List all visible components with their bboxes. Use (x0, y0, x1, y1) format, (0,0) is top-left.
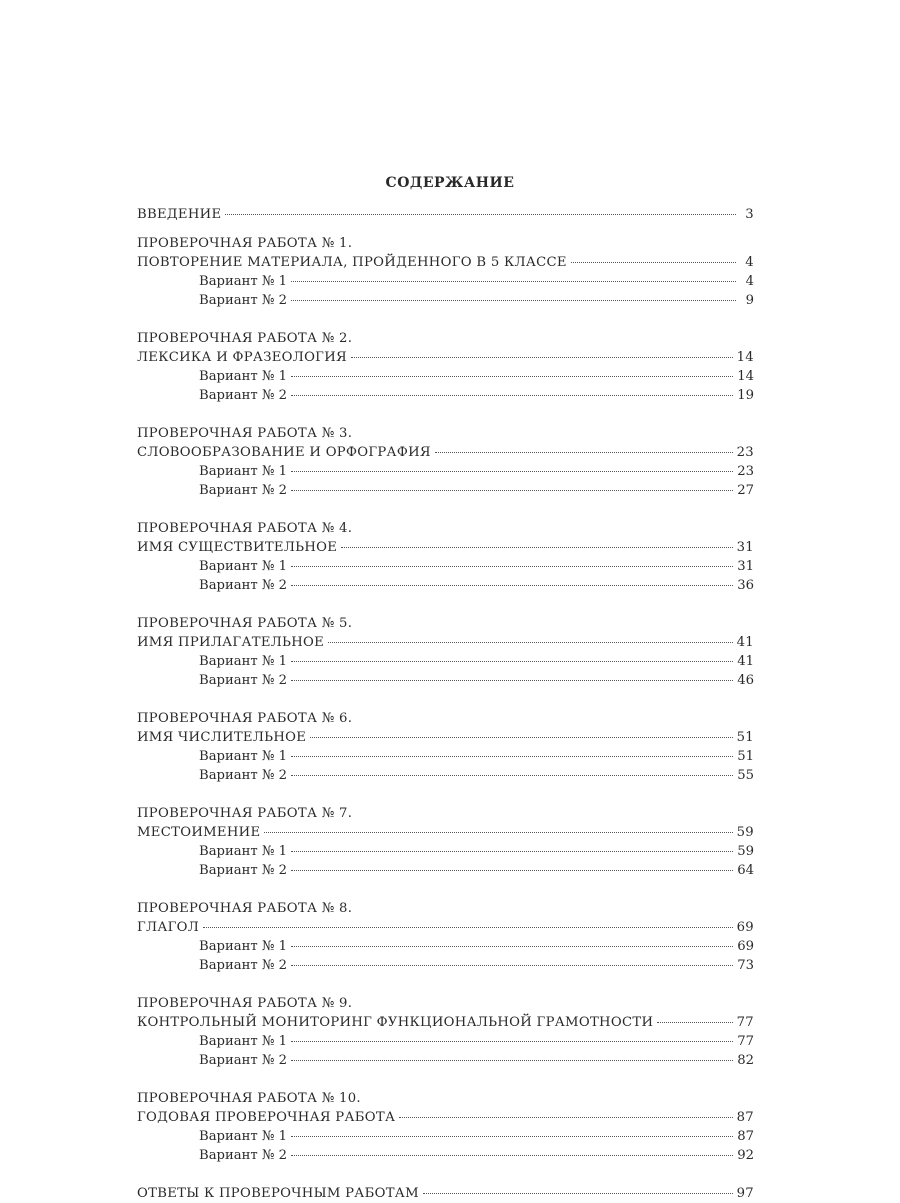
dot-leader (291, 870, 733, 871)
toc-page-number: 14 (736, 350, 754, 365)
toc-entry-variant (137, 1051, 754, 1070)
toc-page-number: 36 (737, 578, 754, 593)
toc-page-number: 4 (745, 255, 754, 270)
toc-section-heading: ПРОВЕРОЧНАЯ РАБОТА № 4. (137, 521, 353, 536)
toc-section (137, 519, 754, 595)
toc-page-number: 97 (736, 1186, 754, 1201)
toc-entry-topic (137, 728, 754, 747)
toc-section-heading: ПРОВЕРОЧНАЯ РАБОТА № 5. (137, 616, 353, 631)
toc-entry-label: Вариант № 2 (199, 1148, 287, 1163)
toc-entry-variant (137, 481, 754, 500)
toc-entry-label: Вариант № 2 (199, 768, 287, 783)
toc-page-number: 23 (736, 445, 754, 460)
toc-section (137, 899, 754, 975)
dot-leader (657, 1022, 732, 1023)
toc-entry-variant (137, 557, 754, 576)
dot-leader (291, 775, 733, 776)
toc-section (137, 1089, 754, 1165)
toc-entry-label: Вариант № 1 (199, 939, 287, 954)
toc-entry-label: ГОДОВАЯ ПРОВЕРОЧНАЯ РАБОТА (137, 1110, 396, 1125)
toc-entry-topic (137, 348, 754, 367)
toc-page-number: 69 (737, 939, 754, 954)
toc-page-number: 87 (736, 1110, 754, 1125)
toc-entry-label: ИМЯ СУЩЕСТВИТЕЛЬНОЕ (137, 540, 338, 555)
toc-page-number: 77 (737, 1034, 754, 1049)
dot-leader (341, 547, 732, 548)
toc-entry-variant (137, 367, 754, 386)
toc-title: СОДЕРЖАНИЕ (385, 175, 515, 191)
dot-leader (291, 1041, 733, 1042)
toc-section-heading: ПРОВЕРОЧНАЯ РАБОТА № 3. (137, 426, 353, 441)
toc-entry-variant (137, 747, 754, 766)
dot-leader (399, 1117, 732, 1118)
toc-entry-label: Вариант № 2 (199, 293, 287, 308)
toc-entry-label: ГЛАГОЛ (137, 920, 200, 935)
dot-leader (291, 1155, 733, 1156)
toc-entry-topic (137, 443, 754, 462)
dot-leader (291, 376, 733, 377)
toc-entry-variant (137, 576, 754, 595)
toc-page-number: 55 (737, 768, 754, 783)
toc-section (137, 709, 754, 785)
toc-entry-variant (137, 1127, 754, 1146)
toc-page-number: 64 (737, 863, 754, 878)
toc-entry-label: Вариант № 2 (199, 483, 287, 498)
dot-leader (291, 756, 733, 757)
toc-page-number: 51 (737, 749, 754, 764)
dot-leader (291, 680, 733, 681)
toc-entry-label: Вариант № 1 (199, 1129, 287, 1144)
toc-entry-label: КОНТРОЛЬНЫЙ МОНИТОРИНГ ФУНКЦИОНАЛЬНОЙ ГРАМОТНОСТИ (137, 1015, 654, 1030)
toc-entry-label: Вариант № 1 (199, 749, 287, 764)
toc-section (137, 329, 754, 405)
toc-section-heading: ПРОВЕРОЧНАЯ РАБОТА № 9. (137, 996, 353, 1011)
toc-entry-label: МЕСТОИМЕНИЕ (137, 825, 261, 840)
toc-page-number: 23 (737, 464, 754, 479)
toc-entry-variant (137, 272, 754, 291)
toc-entry-label: Вариант № 2 (199, 388, 287, 403)
toc-entry-variant (137, 766, 754, 785)
toc-entry-topic (137, 1108, 754, 1127)
toc-section (137, 614, 754, 690)
toc-entry-topic (137, 253, 754, 272)
toc-entry-label: Вариант № 1 (199, 654, 287, 669)
dot-leader (225, 214, 736, 215)
toc-page-number: 92 (737, 1148, 754, 1163)
toc-entry-label: ИМЯ ПРИЛАГАТЕЛЬНОЕ (137, 635, 325, 650)
toc-entry-label: Вариант № 2 (199, 578, 287, 593)
toc-section (137, 994, 754, 1070)
toc-page-number: 9 (745, 293, 754, 308)
toc-entry-variant (137, 861, 754, 880)
toc-page-number: 3 (745, 207, 754, 222)
dot-leader (423, 1193, 733, 1194)
toc-entry-label: Вариант № 2 (199, 1053, 287, 1068)
toc-page-number: 14 (737, 369, 754, 384)
toc-section (137, 424, 754, 500)
dot-leader (310, 737, 732, 738)
dot-leader (435, 452, 733, 453)
dot-leader (351, 357, 733, 358)
toc-entry-variant (137, 956, 754, 975)
toc-entry-label: СЛОВООБРАЗОВАНИЕ И ОРФОГРАФИЯ (137, 445, 431, 460)
toc-entry-variant (137, 652, 754, 671)
toc-entry-topic (137, 538, 754, 557)
dot-leader (291, 1060, 733, 1061)
toc-section-heading: ПРОВЕРОЧНАЯ РАБОТА № 1. (137, 236, 353, 251)
dot-leader (291, 490, 733, 491)
dot-leader (291, 395, 733, 396)
toc-page-number: 69 (736, 920, 754, 935)
dot-leader (291, 946, 733, 947)
toc-entry-answers (137, 1184, 754, 1203)
toc-entry-variant (137, 291, 754, 310)
toc-entry-label: ЛЕКСИКА И ФРАЗЕОЛОГИЯ (137, 350, 347, 365)
toc-entry-label: Вариант № 1 (199, 844, 287, 859)
toc-entry-variant (137, 462, 754, 481)
toc-entry-label: Вариант № 2 (199, 863, 287, 878)
dot-leader (203, 927, 733, 928)
toc-entry-label: Вариант № 2 (199, 958, 287, 973)
dot-leader (291, 661, 733, 662)
table-of-contents (137, 205, 754, 1203)
toc-entry-label: ИМЯ ЧИСЛИТЕЛЬНОЕ (137, 730, 307, 745)
toc-entry-variant (137, 842, 754, 861)
toc-entry-intro (137, 205, 754, 224)
toc-entry-topic (137, 918, 754, 937)
toc-page-number: 19 (737, 388, 754, 403)
toc-entry-label: Вариант № 1 (199, 369, 287, 384)
toc-page-number: 27 (737, 483, 754, 498)
toc-entry-topic (137, 633, 754, 652)
dot-leader (291, 300, 736, 301)
dot-leader (291, 585, 733, 586)
toc-entry-variant (137, 937, 754, 956)
dot-leader (291, 566, 733, 567)
dot-leader (571, 262, 736, 263)
dot-leader (291, 471, 733, 472)
toc-section-heading: ПРОВЕРОЧНАЯ РАБОТА № 8. (137, 901, 353, 916)
toc-page-number: 41 (736, 635, 754, 650)
toc-section (137, 234, 754, 310)
toc-section-heading: ПРОВЕРОЧНАЯ РАБОТА № 6. (137, 711, 353, 726)
dot-leader (291, 281, 736, 282)
toc-entry-label: Вариант № 1 (199, 464, 287, 479)
toc-section-heading: ПРОВЕРОЧНАЯ РАБОТА № 2. (137, 331, 353, 346)
toc-page-number: 82 (737, 1053, 754, 1068)
dot-leader (264, 832, 732, 833)
toc-section (137, 804, 754, 880)
toc-section-heading: ПРОВЕРОЧНАЯ РАБОТА № 10. (137, 1091, 361, 1106)
toc-entry-topic (137, 823, 754, 842)
toc-entry-variant (137, 671, 754, 690)
toc-page-number: 31 (737, 559, 754, 574)
toc-page-number: 73 (737, 958, 754, 973)
toc-entry-label: ВВЕДЕНИЕ (137, 207, 222, 222)
toc-section-heading: ПРОВЕРОЧНАЯ РАБОТА № 7. (137, 806, 353, 821)
toc-entry-topic (137, 1013, 754, 1032)
toc-entry-label: Вариант № 1 (199, 559, 287, 574)
toc-page-number: 4 (745, 274, 754, 289)
dot-leader (291, 851, 733, 852)
toc-entry-variant (137, 1032, 754, 1051)
toc-entry-label: Вариант № 1 (199, 274, 287, 289)
toc-page-number: 87 (737, 1129, 754, 1144)
toc-page-number: 59 (736, 825, 754, 840)
toc-entry-variant (137, 1146, 754, 1165)
toc-page-number: 77 (736, 1015, 754, 1030)
toc-page-number: 31 (736, 540, 754, 555)
toc-entry-label: ОТВЕТЫ К ПРОВЕРОЧНЫМ РАБОТАМ (137, 1186, 419, 1201)
toc-sections (137, 234, 754, 1165)
toc-entry-label: ПОВТОРЕНИЕ МАТЕРИАЛА, ПРОЙДЕННОГО В 5 КЛАССЕ (137, 255, 567, 270)
toc-page-number: 59 (737, 844, 754, 859)
toc-entry-label: Вариант № 2 (199, 673, 287, 688)
toc-entry-label: Вариант № 1 (199, 1034, 287, 1049)
toc-page-number: 51 (736, 730, 754, 745)
dot-leader (291, 965, 733, 966)
toc-page-number: 41 (737, 654, 754, 669)
toc-entry-variant (137, 386, 754, 405)
dot-leader (328, 642, 733, 643)
dot-leader (291, 1136, 733, 1137)
toc-page-number: 46 (737, 673, 754, 688)
